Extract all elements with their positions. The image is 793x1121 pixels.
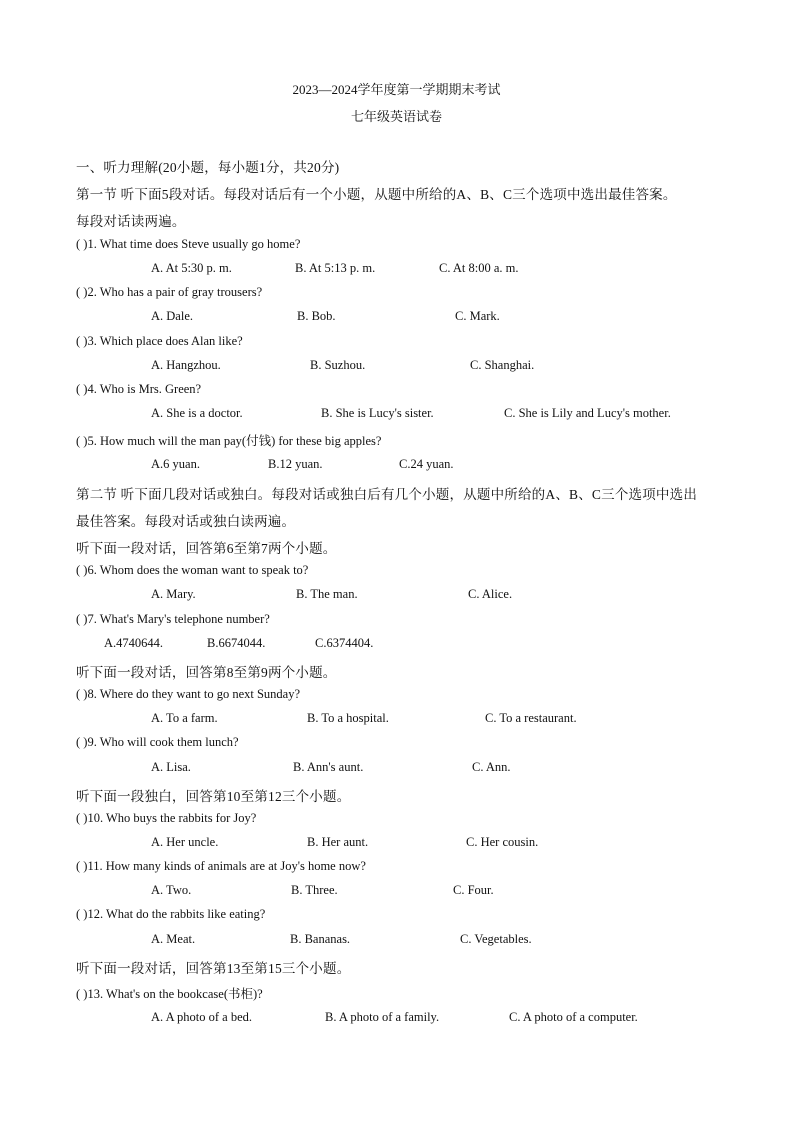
q9-option-b: B. Ann's aunt. xyxy=(293,760,364,774)
q3-option-a: A. Hangzhou. xyxy=(151,358,221,372)
q12-option-b: B. Bananas. xyxy=(290,932,351,946)
q2-option-c: C. Mark. xyxy=(455,309,500,323)
q4-option-c: C. She is Lily and Lucy's mother. xyxy=(504,406,671,420)
q13-option-c: C. A photo of a computer. xyxy=(509,1010,638,1024)
part2-instruction-line1: 第二节 听下面几段对话或独白。每段对话或独白后有几个小题，从题中所给的A、B、C三个选项中选出 xyxy=(76,487,698,502)
q7-option-b: B.6674044. xyxy=(207,636,266,650)
group-instruction-13-15: 听下面一段对话，回答第13至第15三个小题。 xyxy=(76,961,351,976)
q5-option-c: C.24 yuan. xyxy=(399,457,454,471)
q13-option-b: B. A photo of a family. xyxy=(325,1010,440,1024)
q9-option-a: A. Lisa. xyxy=(151,760,191,774)
question-1: ( )1. What time does Steve usually go home? xyxy=(76,237,301,251)
q12-option-c: C. Vegetables. xyxy=(460,932,532,946)
group-instruction-10-12: 听下面一段独白，回答第10至第12三个小题。 xyxy=(76,789,351,804)
q7-option-c: C.6374404. xyxy=(315,636,374,650)
section-heading: 一、听力理解(20小题，每小题1分，共20分) xyxy=(76,160,340,175)
part1-instruction-line1: 第一节 听下面5段对话。每段对话后有一个小题，从题中所给的A、B、C三个选项中选出最佳答案。 xyxy=(76,187,677,202)
q8-option-c: C. To a restaurant. xyxy=(485,711,577,725)
q8-option-b: B. To a hospital. xyxy=(307,711,389,725)
q5-option-a: A.6 yuan. xyxy=(151,457,200,471)
question-13: ( )13. What's on the bookcase(书柜)? xyxy=(76,987,263,1001)
q10-option-b: B. Her aunt. xyxy=(307,835,369,849)
question-8: ( )8. Where do they want to go next Sunday? xyxy=(76,687,301,701)
part1-instruction-line2: 每段对话读两遍。 xyxy=(76,214,186,229)
exam-title: 2023—2024学年度第一学期期末考试 xyxy=(292,82,501,97)
q13-option-a: A. A photo of a bed. xyxy=(151,1010,253,1024)
q6-option-a: A. Mary. xyxy=(151,587,196,601)
q1-option-c: C. At 8:00 a. m. xyxy=(439,261,519,275)
group-instruction-6-7: 听下面一段对话，回答第6至第7两个小题。 xyxy=(76,541,337,556)
q12-option-a: A. Meat. xyxy=(151,932,196,946)
exam-subtitle: 七年级英语试卷 xyxy=(350,109,442,124)
q11-option-c: C. Four. xyxy=(453,883,494,897)
q9-option-c: C. Ann. xyxy=(472,760,511,774)
q8-option-a: A. To a farm. xyxy=(151,711,218,725)
q2-option-b: B. Bob. xyxy=(297,309,336,323)
question-12: ( )12. What do the rabbits like eating? xyxy=(76,907,266,921)
q7-option-a: A.4740644. xyxy=(104,636,164,650)
question-3: ( )3. Which place does Alan like? xyxy=(76,334,243,348)
q3-option-b: B. Suzhou. xyxy=(310,358,366,372)
q1-option-a: A. At 5:30 p. m. xyxy=(151,261,232,275)
q2-option-a: A. Dale. xyxy=(151,309,193,323)
group-instruction-8-9: 听下面一段对话，回答第8至第9两个小题。 xyxy=(76,665,337,680)
q10-option-a: A. Her uncle. xyxy=(151,835,219,849)
question-2: ( )2. Who has a pair of gray trousers? xyxy=(76,285,263,299)
q3-option-c: C. Shanghai. xyxy=(470,358,535,372)
q1-option-b: B. At 5:13 p. m. xyxy=(295,261,376,275)
question-11: ( )11. How many kinds of animals are at Joy's home now? xyxy=(76,859,366,873)
part2-instruction-line2: 最佳答案。每段对话或独白读两遍。 xyxy=(76,514,296,529)
q6-option-b: B. The man. xyxy=(296,587,358,601)
question-5: ( )5. How much will the man pay(付钱) for these big apples? xyxy=(76,434,382,448)
q10-option-c: C. Her cousin. xyxy=(466,835,539,849)
question-10: ( )10. Who buys the rabbits for Joy? xyxy=(76,811,257,825)
question-6: ( )6. Whom does the woman want to speak to? xyxy=(76,563,309,577)
q11-option-a: A. Two. xyxy=(151,883,192,897)
q4-option-a: A. She is a doctor. xyxy=(151,406,243,420)
question-9: ( )9. Who will cook them lunch? xyxy=(76,735,239,749)
q4-option-b: B. She is Lucy's sister. xyxy=(321,406,434,420)
question-7: ( )7. What's Mary's telephone number? xyxy=(76,612,270,626)
q11-option-b: B. Three. xyxy=(291,883,338,897)
q6-option-c: C. Alice. xyxy=(468,587,513,601)
q5-option-b: B.12 yuan. xyxy=(268,457,323,471)
question-4: ( )4. Who is Mrs. Green? xyxy=(76,382,202,396)
